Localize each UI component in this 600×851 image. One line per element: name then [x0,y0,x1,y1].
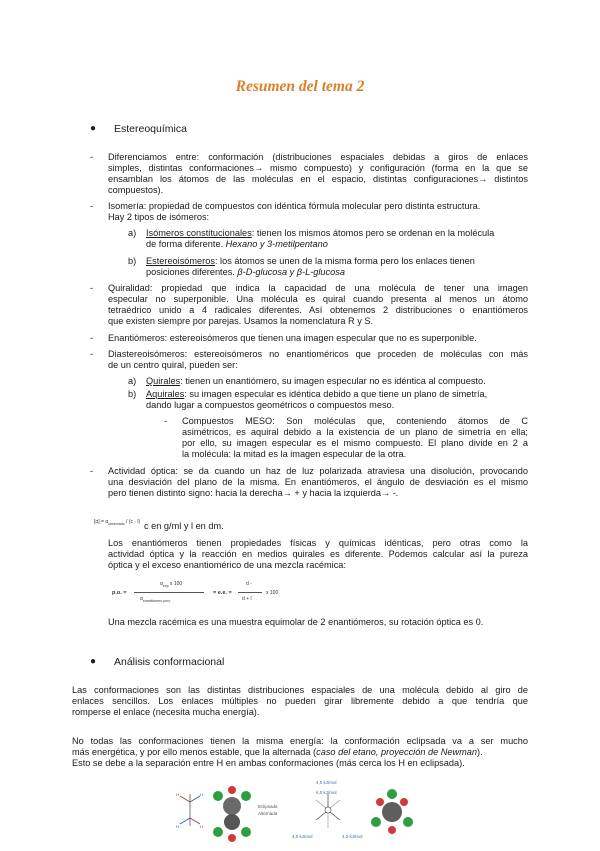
svg-text:H: H [200,824,203,829]
text-run: : tienen un enantiómero, su imagen especular no es idéntica al compuesto. [180,376,486,386]
list-dash: - [90,152,94,162]
formula-sub: exp [162,584,169,588]
example-run: caso del etano, proyección de Newman [316,747,478,757]
text-line: Esto se debe a la separación entre H en ambas conformaciones (más cerca los H en eclipsada). [72,758,465,768]
figure-energy-label: 4,0 kJ/mol [316,780,337,785]
text-line: óptica y el exceso enantiomérico de una mezcla racémica: [108,560,346,570]
text-run: : tienen los mismos átomos pero se ordenan en la molécula [251,228,495,238]
text-line: actividad óptica y la reacción en medios quirales es diferente. Podemos calcular así la pureza [108,549,528,559]
text-line [146,228,494,239]
formula-po: p.o. = [112,590,127,596]
text-line: enlaces sencillos. Los enlaces múltiples no pueden girar libremente debido a que tendría que [72,696,528,706]
text-line [146,239,328,250]
text-line: Diferenciamos entre: conformación (distribuciones espaciales debidas a giros de enlaces [108,152,528,162]
figure-label-eclipsed: Eclipsada [258,804,278,809]
formula-rhs: / (c · l) [124,519,141,525]
term-chiral: Quirales [146,376,181,386]
formula-numerator [160,581,182,588]
text-line: Una mezcla racémica es una muestra equimolar de 2 enantiómeros, su rotación óptica es 0. [108,617,484,627]
formula-denominator [140,596,170,603]
text-line: ensamblan los átomos de las moléculas en el espacio, distintas configuraciones→ distintos [108,174,528,184]
ball-model-staggered [371,789,413,834]
text-line: Las conformaciones son las distintas distribuciones espaciales de una molécula debido al giro de [72,685,528,695]
formula-alpha: α [140,596,143,602]
text-line [146,376,486,387]
term-constitutional: Isómeros constitucionales [146,228,252,238]
text-line: Hay 2 tipos de isómeros: [108,212,210,222]
list-label: a) [128,228,137,238]
text-line: por ello, su imagen especular es el mismo compuesto. El plano divide en 2 a [182,438,528,448]
text-line: asimétricos, es aquiral debido a la existencia de un plano de simetría en ella; [182,427,528,437]
formula-ee: = e.e. = [213,590,232,596]
ethane-conformations-figure [170,776,440,846]
text-run: más energética, y por ello menos estable, que la alternada ( [72,747,317,757]
formula-mult: x 100 [266,590,279,596]
text-line [146,389,487,400]
fraction-bar [238,592,262,593]
section-bullet: ● [90,656,97,667]
section-bullet: ● [90,123,97,134]
text-line: Compuestos MESO: Son moléculas que, conteniendo átomos de C [182,416,528,426]
text-line [72,747,483,758]
term-stereoisomers: Estereoisómeros [146,256,215,266]
list-label: b) [128,389,137,399]
list-dash: - [90,333,94,343]
newman-projection-staggered [316,794,340,828]
text-run: : los átomos se unen de la misma forma pero los enlaces tienen [214,256,475,266]
formula-alpha: α [160,581,163,587]
formula-denominator-2: d + l [242,596,252,602]
formula-sub: observado [108,522,125,526]
example-run: β-D-glucosa y β-L-glucosa [237,267,345,277]
text-line [146,256,475,267]
newman-projection-eclipsed [176,792,203,829]
figure-label-staggered: Alternada [258,811,278,816]
specific-rotation-formula [94,519,140,526]
formula-lhs: [α] = α [94,519,109,525]
list-dash: - [90,283,94,293]
text-line: especular no superponible. Una molécula es quiral cuando presenta al menos un átomo [108,294,528,304]
text-line: Los enantiómeros tienen propiedades físicas y químicas idénticas, pero otras como la [108,538,528,548]
list-dash: - [90,201,94,211]
text-line: Isomería: propiedad de compuestos con idéntica fórmula molecular pero distinta estructura. [108,201,481,211]
text-line: que existen siempre por parejas. Usamos la nomenclatura R y S. [108,316,374,326]
text-line: una desviación del plano de la misma. En enantiómeros, el ángulo de desviación es el mismo [108,477,528,487]
list-label: a) [128,376,137,386]
svg-text:H: H [176,792,179,797]
text-line: la molécula: la mitad es la imagen especular de la otra. [182,449,407,459]
fraction-bar [134,592,204,593]
text-line: dando lugar a compuestos geométricos o compuestos meso. [146,400,395,410]
formula-numerator-2: d - [246,581,252,587]
text-run: de forma diferente. [146,239,226,249]
example-run: Hexano y 3-metilpentano [225,239,328,249]
text-line: Enantiómeros: estereoisómeros que tienen una imagen especular que no es superponible. [108,333,477,343]
formula-text: x 100 [168,581,183,587]
text-line: tetraédrico unido a 4 radicales diferentes. Así obtenemos 2 distribuciones o enantiómeros [108,305,528,315]
text-run: ). [477,747,483,757]
text-line: Quiralidad: propiedad que indica la capacidad de una molécula de tener una imagen [108,283,528,293]
figure-energy-label: 4,0 kJ/mol [292,834,313,839]
text-line: compuestos). [108,185,164,195]
svg-text:H: H [176,824,179,829]
section-heading-stereochemistry: Estereoquímica [114,123,187,135]
list-label: b) [128,256,137,266]
term-achiral: Aquirales [146,389,185,399]
text-line: Actividad óptica: se da cuando un haz de luz polarizada atraviesa una disolución, provocando [108,466,528,476]
text-line: romperse el enlace (necesita mucha energía). [72,707,260,717]
text-run: posiciones diferentes. [146,267,238,277]
text-run: : su imagen especular es idéntica debido a que tiene un plano de simetría, [184,389,488,399]
ball-model-eclipsed [213,786,251,842]
section-heading-conformational: Análisis conformacional [114,656,225,668]
list-dash: - [90,466,94,476]
figure-energy-label: 6,0 kJ/mol [316,790,337,795]
text-line: c en g/ml y l en dm. [144,521,224,531]
text-line: Diastereoisómeros: estereoisómeros no enantioméricos que proceden de moléculas con más [108,349,528,359]
text-line: No todas las conformaciones tienen la misma energía: la conformación eclipsada va a ser mucho [72,736,528,746]
page-title: Resumen del tema 2 [235,78,365,95]
text-line: de un centro quiral, pueden ser: [108,360,238,370]
text-line: pero tienen distinto signo: hacia la derecha→ + y hacia la izquierda→ -. [108,488,399,498]
figure-energy-label: 4,0 kJ/mol [342,834,363,839]
text-line [146,267,345,278]
text-line: simples, distintas conformaciones→ mismo compuesto) y configuración (forma en la que se [108,163,528,173]
list-dash: - [90,349,94,359]
svg-text:H: H [200,792,203,797]
formula-sub: enantiómero puro [142,599,171,603]
list-dash: - [164,416,168,426]
